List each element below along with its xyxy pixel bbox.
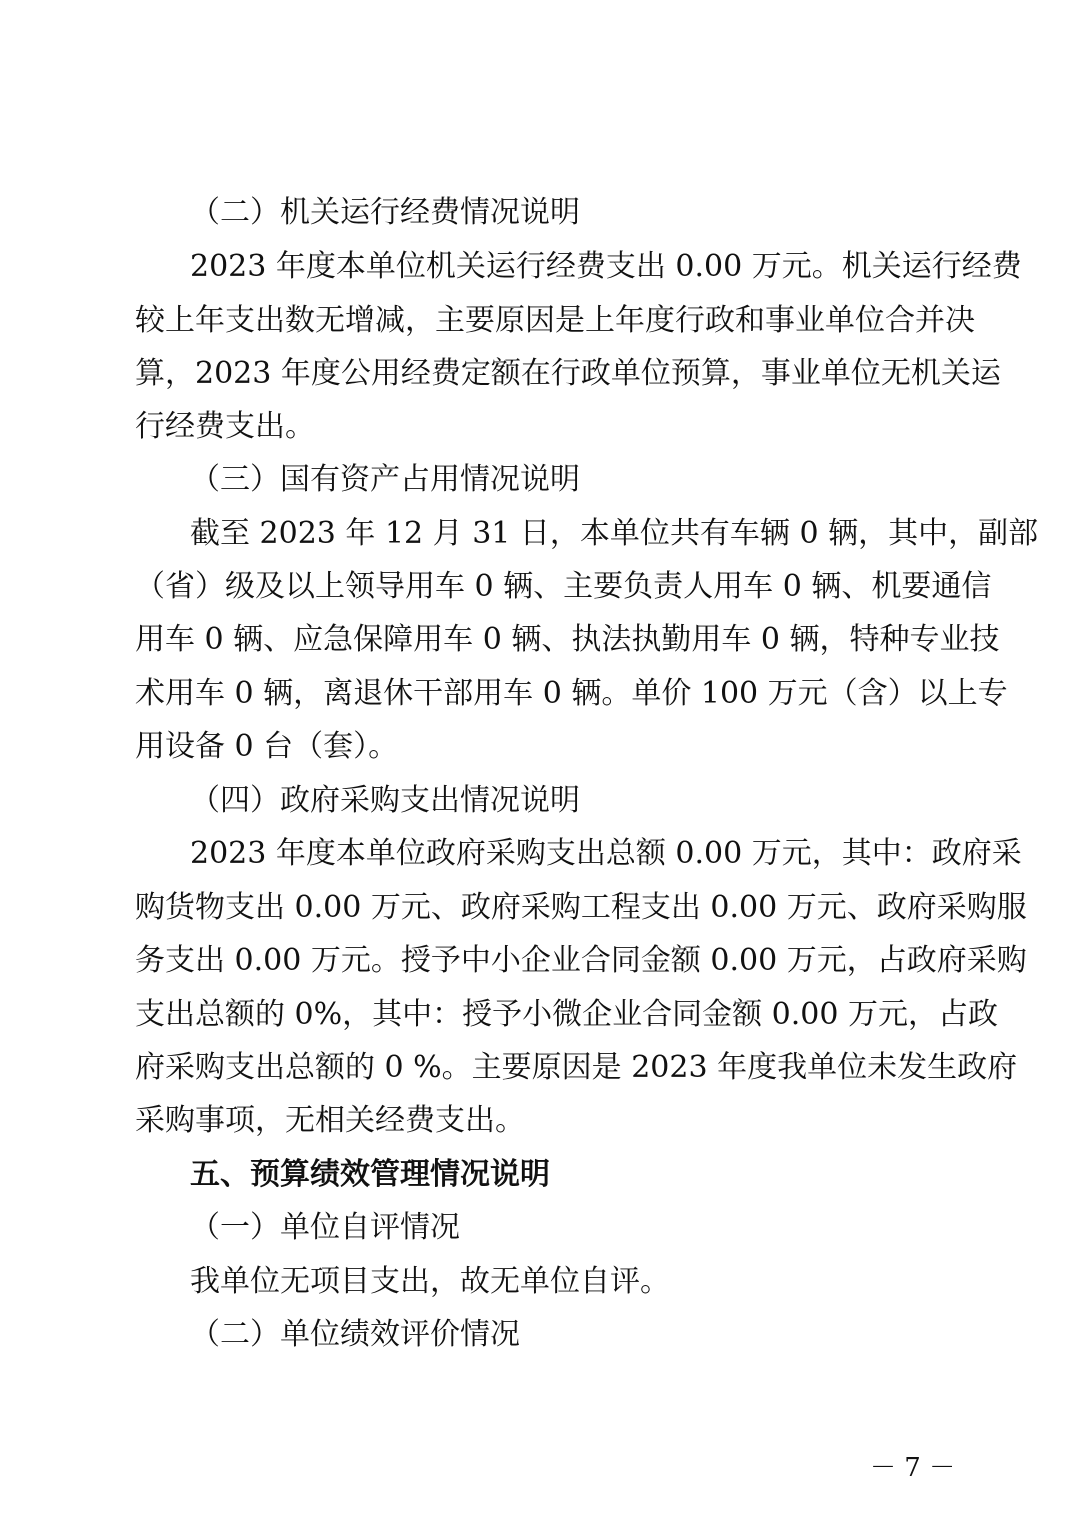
paragraph-line: 务支出 0.00 万元。授予中小企业合同金额 0.00 万元，占政府采购 — [135, 943, 1027, 978]
section-heading-unit-evaluation: （二）单位绩效评价情况 — [190, 1317, 520, 1352]
section-heading-self-evaluation: （一）单位自评情况 — [190, 1210, 460, 1245]
paragraph-line: 采购事项，无相关经费支出。 — [135, 1103, 525, 1138]
paragraph-line: 2023 年度本单位机关运行经费支出 0.00 万元。机关运行经费 — [190, 249, 1022, 284]
paragraph-line: 2023 年度本单位政府采购支出总额 0.00 万元，其中：政府采 — [190, 836, 1022, 871]
paragraph-line: 我单位无项目支出，故无单位自评。 — [190, 1264, 670, 1299]
paragraph-line: 算，2023 年度公用经费定额在行政单位预算，事业单位无机关运 — [135, 356, 1001, 391]
paragraph-line: 术用车 0 辆，离退休干部用车 0 辆。单价 100 万元（含）以上专 — [135, 676, 1008, 711]
paragraph-line: （省）级及以上领导用车 0 辆、主要负责人用车 0 辆、机要通信 — [135, 569, 992, 604]
paragraph-line: 府采购支出总额的 0 %。主要原因是 2023 年度我单位未发生政府 — [135, 1050, 1018, 1085]
section-heading-state-assets: （三）国有资产占用情况说明 — [190, 462, 580, 497]
paragraph-line: 较上年支出数无增减，主要原因是上年度行政和事业单位合并决 — [135, 303, 975, 338]
paragraph-line: 用车 0 辆、应急保障用车 0 辆、执法执勤用车 0 辆，特种专业技 — [135, 622, 1000, 657]
section-heading-procurement: （四）政府采购支出情况说明 — [190, 783, 580, 818]
paragraph-line: 用设备 0 台（套）。 — [135, 729, 399, 764]
paragraph-line: 购货物支出 0.00 万元、政府采购工程支出 0.00 万元、政府采购服 — [135, 890, 1027, 925]
section-heading-admin-expense: （二）机关运行经费情况说明 — [190, 195, 580, 230]
page-number: － 7 － — [870, 1453, 956, 1483]
paragraph-line: 行经费支出。 — [135, 409, 315, 444]
paragraph-line: 截至 2023 年 12 月 31 日，本单位共有车辆 0 辆，其中，副部 — [190, 516, 1039, 551]
section-heading-performance: 五、预算绩效管理情况说明 — [190, 1157, 550, 1192]
paragraph-line: 支出总额的 0%，其中：授予小微企业合同金额 0.00 万元，占政 — [135, 997, 998, 1032]
